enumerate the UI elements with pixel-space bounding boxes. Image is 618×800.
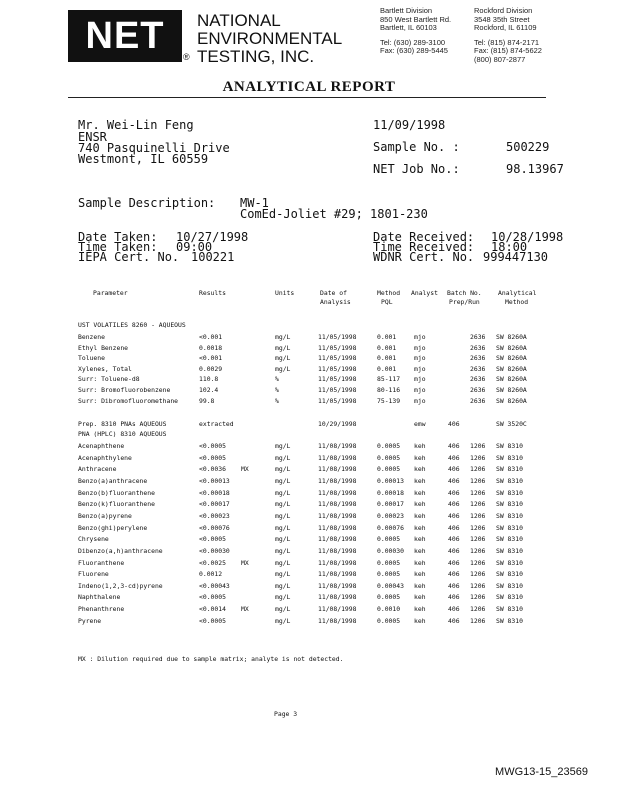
table-row <box>0 454 618 466</box>
result-cell: <0.0025 <box>199 558 226 567</box>
run-cell: 1206 <box>470 453 486 462</box>
pql-cell: 0.001 <box>377 364 397 373</box>
job-no-value: 98.13967 <box>506 162 564 176</box>
run-cell: 2636 <box>470 396 486 405</box>
method-cell: SW 8310 <box>496 581 523 590</box>
table-row <box>0 512 618 524</box>
run-cell: 2636 <box>470 375 486 384</box>
units-cell: mg/L <box>275 442 291 450</box>
parameter-cell: Benzene <box>78 333 105 341</box>
division-line: Tel: (630) 289-3100 <box>380 37 446 47</box>
page-number: Page 3 <box>274 710 298 718</box>
table-row <box>0 500 618 512</box>
date-cell: 11/08/1998 <box>318 465 357 474</box>
units-cell: mg/L <box>275 465 291 474</box>
result-cell: <0.00043 <box>199 581 230 590</box>
units-cell: mg/L <box>275 546 291 555</box>
pql-cell: 85-117 <box>377 375 401 384</box>
result-cell: 0.0029 <box>199 364 223 373</box>
prep-cell: 406 <box>448 523 460 532</box>
prep-batch: 406 <box>448 420 460 428</box>
units-cell: mg/L <box>275 476 291 485</box>
pql-cell: 0.0005 <box>377 593 401 602</box>
header-units: Units <box>275 289 295 297</box>
run-cell: 1206 <box>470 570 486 579</box>
prep-cell: 406 <box>448 581 460 590</box>
pql-cell: 80-116 <box>377 386 401 394</box>
client-city: Westmont, IL 60559 <box>78 152 209 166</box>
parameter-cell: Fluoranthene <box>78 558 125 567</box>
pql-cell: 0.00030 <box>377 546 404 555</box>
parameter-cell: Naphthalene <box>78 593 121 602</box>
header-date-of: Date of <box>320 289 347 297</box>
analyst-cell: keh <box>414 523 426 532</box>
document-id: MWG13-15_23569 <box>495 766 588 778</box>
date-cell: 11/05/1998 <box>318 375 357 384</box>
units-cell: mg/L <box>275 581 291 590</box>
result-cell: 102.4 <box>199 386 219 394</box>
units-cell: mg/L <box>275 593 291 602</box>
parameter-cell: Surr: Bromofluorobenzene <box>78 386 171 394</box>
division-line: 850 West Bartlett Rd. <box>380 14 452 24</box>
division-line: 3548 35th Street <box>474 14 530 24</box>
prep-cell: 406 <box>448 488 460 497</box>
company-line: TESTING, INC. <box>197 47 315 66</box>
division-line: Bartlett, IL 60103 <box>380 23 437 32</box>
prep-method: SW 3520C <box>496 420 527 428</box>
analyst-cell: mjo <box>414 375 426 384</box>
table-row <box>0 593 618 605</box>
pql-cell: 0.0005 <box>377 616 401 625</box>
analyst-cell: keh <box>414 593 426 602</box>
date-cell: 11/08/1998 <box>318 581 357 590</box>
method-cell: SW 8310 <box>496 442 523 450</box>
analyst-cell: keh <box>414 558 426 567</box>
method-cell: SW 8260A <box>496 333 527 341</box>
prep-cell: 406 <box>448 535 460 544</box>
table-row <box>0 617 618 629</box>
date-cell: 11/08/1998 <box>318 593 357 602</box>
table-row <box>0 344 618 355</box>
section-ust-volatiles: UST VOLATILES 8260 - AQUEOUS <box>78 321 186 329</box>
parameter-cell: Indeno(1,2,3-cd)pyrene <box>78 581 163 590</box>
result-cell: <0.001 <box>199 354 223 363</box>
section-pna-hplc: PNA (HPLC) 8310 AQUEOUS <box>78 430 167 438</box>
analyst-cell: keh <box>414 616 426 625</box>
division-line: (800) 807-2877 <box>474 54 526 64</box>
run-cell: 1206 <box>470 581 486 590</box>
units-cell: % <box>275 386 279 394</box>
units-cell: mg/L <box>275 523 291 532</box>
run-cell: 2636 <box>470 343 486 352</box>
table-row <box>0 524 618 536</box>
company-name <box>197 12 342 66</box>
analyst-cell: keh <box>414 535 426 544</box>
method-cell: SW 8310 <box>496 546 523 555</box>
analyst-cell: mjo <box>414 343 426 352</box>
units-cell: mg/L <box>275 616 291 625</box>
analyst-cell: mjo <box>414 396 426 405</box>
sample-description-1: MW-1 <box>240 196 269 210</box>
table-row <box>0 477 618 489</box>
header-batch-no: Batch No. <box>447 289 482 297</box>
analyst-cell: keh <box>414 488 426 497</box>
flag-cell: MX <box>241 605 249 614</box>
table-row <box>0 535 618 547</box>
sample-description-2: ComEd-Joliet #29; 1801-230 <box>240 207 428 221</box>
analyst-cell: keh <box>414 500 426 509</box>
analyst-cell: keh <box>414 465 426 474</box>
run-cell: 1206 <box>470 523 486 532</box>
result-cell: <0.0005 <box>199 442 226 450</box>
result-cell: <0.00076 <box>199 523 230 532</box>
net-logo: NET <box>68 10 182 62</box>
date-cell: 11/05/1998 <box>318 396 357 405</box>
method-cell: SW 8310 <box>496 453 523 462</box>
analyst-cell: keh <box>414 570 426 579</box>
table-row <box>0 582 618 594</box>
prep-result: extracted <box>199 420 234 428</box>
result-cell: <0.001 <box>199 333 223 341</box>
analyst-cell: keh <box>414 605 426 614</box>
result-cell: <0.0005 <box>199 593 226 602</box>
result-cell: 110.8 <box>199 375 219 384</box>
units-cell: mg/L <box>275 570 291 579</box>
date-cell: 11/05/1998 <box>318 386 357 394</box>
method-cell: SW 8310 <box>496 535 523 544</box>
run-cell: 2636 <box>470 386 486 394</box>
analyst-cell: mjo <box>414 364 426 373</box>
run-cell: 1206 <box>470 605 486 614</box>
rockford-division-block <box>474 7 542 64</box>
run-cell: 1206 <box>470 488 486 497</box>
analyst-cell: keh <box>414 546 426 555</box>
pql-cell: 0.0005 <box>377 558 401 567</box>
division-line: Tel: (815) 874-2171 <box>474 37 540 47</box>
prep-cell: 406 <box>448 442 460 450</box>
parameter-cell: Xylenes, Total <box>78 364 132 373</box>
result-cell: <0.0014 <box>199 605 226 614</box>
run-cell: 1206 <box>470 546 486 555</box>
date-cell: 11/08/1998 <box>318 442 357 450</box>
job-no-label: NET Job No.: <box>373 162 460 176</box>
units-cell: mg/L <box>275 333 291 341</box>
header-analytical: Analytical <box>498 289 537 297</box>
sample-no-label: Sample No. : <box>373 140 460 154</box>
method-cell: SW 8310 <box>496 500 523 509</box>
division-name: Bartlett Division <box>380 6 433 15</box>
title-rule <box>68 97 546 98</box>
units-cell: mg/L <box>275 364 291 373</box>
units-cell: mg/L <box>275 605 291 614</box>
wdnr-cert-value: 999447130 <box>483 250 549 264</box>
time-received-value: 18:00 <box>491 240 528 254</box>
run-cell: 1206 <box>470 465 486 474</box>
date-cell: 11/08/1998 <box>318 535 357 544</box>
run-cell: 2636 <box>470 354 486 363</box>
table-row <box>0 547 618 559</box>
method-cell: SW 8260A <box>496 396 527 405</box>
report-title: ANALYTICAL REPORT <box>222 79 396 95</box>
flag-cell: MX <box>241 465 249 474</box>
report-date: 11/09/1998 <box>373 118 446 132</box>
flag-cell: MX <box>241 558 249 567</box>
pql-cell: 0.0005 <box>377 453 401 462</box>
result-cell: <0.0005 <box>199 453 226 462</box>
result-cell: <0.00018 <box>199 488 230 497</box>
method-cell: SW 8310 <box>496 570 523 579</box>
result-cell: 0.0018 <box>199 343 223 352</box>
date-cell: 11/08/1998 <box>318 476 357 485</box>
parameter-cell: Ethyl Benzene <box>78 343 129 352</box>
prep-cell: 406 <box>448 546 460 555</box>
result-cell: <0.0005 <box>199 535 226 544</box>
parameter-cell: Benzo(b)fluoranthene <box>78 488 155 497</box>
units-cell: mg/L <box>275 558 291 567</box>
date-received-label: Date Received: <box>373 230 475 244</box>
parameter-cell: Chrysene <box>78 535 109 544</box>
pql-cell: 75-139 <box>377 396 401 405</box>
run-cell: 1206 <box>470 558 486 567</box>
date-cell: 11/08/1998 <box>318 453 357 462</box>
parameter-cell: Benzo(ghi)perylene <box>78 523 148 532</box>
header-analysis: Analysis <box>320 298 351 306</box>
method-cell: SW 8310 <box>496 558 523 567</box>
analyst-cell: keh <box>414 453 426 462</box>
method-cell: SW 8260A <box>496 386 527 394</box>
parameter-cell: Acenaphthylene <box>78 453 132 462</box>
analyst-cell: keh <box>414 442 426 450</box>
pql-cell: 0.00076 <box>377 523 404 532</box>
date-cell: 11/05/1998 <box>318 364 357 373</box>
header-parameter: Parameter <box>93 289 128 297</box>
pql-cell: 0.0005 <box>377 570 401 579</box>
registered-mark: ® <box>183 52 190 62</box>
units-cell: mg/L <box>275 488 291 497</box>
prep-date: 10/29/1998 <box>318 420 357 428</box>
company-line: NATIONAL <box>197 11 281 30</box>
client-street: 740 Pasquinelli Drive <box>78 141 230 155</box>
analyst-cell: keh <box>414 476 426 485</box>
result-cell: 99.8 <box>199 396 215 405</box>
date-cell: 11/08/1998 <box>318 558 357 567</box>
table-row <box>0 386 618 397</box>
date-taken-label: Date Taken: <box>78 230 158 244</box>
date-cell: 11/08/1998 <box>318 605 357 614</box>
date-cell: 11/05/1998 <box>318 343 357 352</box>
sample-description-label: Sample Description: <box>78 196 216 210</box>
run-cell: 1206 <box>470 511 486 520</box>
date-cell: 11/08/1998 <box>318 488 357 497</box>
parameter-cell: Benzo(a)pyrene <box>78 511 132 520</box>
parameter-cell: Benzo(a)anthracene <box>78 476 148 485</box>
method-cell: SW 8310 <box>496 523 523 532</box>
table-row <box>0 354 618 365</box>
prep-cell: 406 <box>448 605 460 614</box>
analyst-cell: mjo <box>414 333 426 341</box>
parameter-cell: Benzo(k)fluoranthene <box>78 500 155 509</box>
prep-cell: 406 <box>448 465 460 474</box>
company-line: ENVIRONMENTAL <box>197 29 343 48</box>
method-cell: SW 8310 <box>496 605 523 614</box>
division-name: Rockford Division <box>474 6 533 15</box>
result-cell: <0.00013 <box>199 476 230 485</box>
analyst-cell: keh <box>414 581 426 590</box>
date-cell: 11/08/1998 <box>318 511 357 520</box>
iepa-cert-label: IEPA Cert. No. <box>78 250 180 264</box>
run-cell: 1206 <box>470 616 486 625</box>
date-cell: 11/05/1998 <box>318 333 357 341</box>
pql-cell: 0.0005 <box>377 465 401 474</box>
prep-row <box>0 420 618 430</box>
date-cell: 11/08/1998 <box>318 616 357 625</box>
wdnr-cert-label: WDNR Cert. No. <box>373 250 475 264</box>
prep-cell: 406 <box>448 476 460 485</box>
units-cell: mg/L <box>275 500 291 509</box>
header-prep-run: Prep/Run <box>449 298 480 306</box>
units-cell: % <box>275 396 279 405</box>
prep-parameter: Prep. 8310 PNAs AQUEOUS <box>78 420 167 428</box>
run-cell: 1206 <box>470 593 486 602</box>
header-analyst: Analyst <box>411 289 438 297</box>
pql-cell: 0.00017 <box>377 500 404 509</box>
method-cell: SW 8310 <box>496 511 523 520</box>
parameter-cell: Acenaphthene <box>78 442 125 450</box>
table-row <box>0 489 618 501</box>
time-received-label: Time Received: <box>373 240 475 254</box>
table-row <box>0 442 618 454</box>
result-cell: <0.0036 <box>199 465 226 474</box>
table-row <box>0 365 618 376</box>
division-line: Rockford, IL 61109 <box>474 23 537 32</box>
result-cell: <0.0005 <box>199 616 226 625</box>
pql-cell: 0.001 <box>377 354 397 363</box>
run-cell: 1206 <box>470 476 486 485</box>
table-row <box>0 375 618 386</box>
header-results: Results <box>199 289 226 297</box>
units-cell: mg/L <box>275 535 291 544</box>
units-cell: % <box>275 375 279 384</box>
date-cell: 11/08/1998 <box>318 570 357 579</box>
table-row <box>0 397 618 408</box>
division-line: Fax: (630) 289-5445 <box>380 46 448 55</box>
date-taken-value: 10/27/1998 <box>176 230 249 244</box>
result-cell: <0.00030 <box>199 546 230 555</box>
prep-cell: 406 <box>448 570 460 579</box>
prep-cell: 406 <box>448 616 460 625</box>
bartlett-division-block <box>380 7 451 56</box>
analyst-cell: keh <box>414 511 426 520</box>
prep-cell: 406 <box>448 500 460 509</box>
units-cell: mg/L <box>275 354 291 363</box>
header-analytical-method: Method <box>505 298 529 306</box>
time-taken-value: 09:00 <box>176 240 213 254</box>
division-line: Fax: (815) 874-5622 <box>474 46 542 55</box>
pql-cell: 0.00043 <box>377 581 404 590</box>
time-taken-label: Time Taken: <box>78 240 158 254</box>
parameter-cell: Surr: Dibromofluoromethane <box>78 396 179 405</box>
run-cell: 1206 <box>470 500 486 509</box>
result-cell: <0.00017 <box>199 500 230 509</box>
table-row <box>0 333 618 344</box>
run-cell: 1206 <box>470 535 486 544</box>
parameter-cell: Dibenzo(a,h)anthracene <box>78 546 163 555</box>
prep-cell: 406 <box>448 558 460 567</box>
method-cell: SW 8310 <box>496 593 523 602</box>
pql-cell: 0.001 <box>377 333 397 341</box>
run-cell: 2636 <box>470 333 486 341</box>
table-row <box>0 559 618 571</box>
parameter-cell: Fluorene <box>78 570 109 579</box>
method-cell: SW 8310 <box>496 616 523 625</box>
pql-cell: 0.0010 <box>377 605 401 614</box>
iepa-cert-value: 100221 <box>191 250 235 264</box>
date-received-value: 10/28/1998 <box>491 230 564 244</box>
method-cell: SW 8260A <box>496 354 527 363</box>
units-cell: mg/L <box>275 343 291 352</box>
analyst-cell: mjo <box>414 386 426 394</box>
pql-cell: 0.00023 <box>377 511 404 520</box>
method-cell: SW 8260A <box>496 375 527 384</box>
units-cell: mg/L <box>275 511 291 520</box>
parameter-cell: Surr: Toluene-d8 <box>78 375 140 384</box>
pql-cell: 0.0005 <box>377 535 401 544</box>
result-cell: <0.00023 <box>199 511 230 520</box>
header-pql: PQL <box>381 298 393 306</box>
parameter-cell: Toluene <box>78 354 105 363</box>
method-cell: SW 8260A <box>496 364 527 373</box>
pql-cell: 0.0005 <box>377 442 401 450</box>
pql-cell: 0.00018 <box>377 488 404 497</box>
run-cell: 2636 <box>470 364 486 373</box>
table-row <box>0 465 618 477</box>
client-org: ENSR <box>78 130 107 144</box>
date-cell: 11/05/1998 <box>318 354 357 363</box>
table-row <box>0 605 618 617</box>
run-cell: 1206 <box>470 442 486 450</box>
footnote: MX : Dilution required due to sample matrix; analyte is not detected. <box>78 655 344 663</box>
date-cell: 11/08/1998 <box>318 523 357 532</box>
parameter-cell: Anthracene <box>78 465 117 474</box>
sample-no-value: 500229 <box>506 140 550 154</box>
prep-cell: 406 <box>448 511 460 520</box>
units-cell: mg/L <box>275 453 291 462</box>
date-cell: 11/08/1998 <box>318 546 357 555</box>
client-name: Mr. Wei-Lin Feng <box>78 118 194 132</box>
result-cell: 0.0012 <box>199 570 223 579</box>
parameter-cell: Phenanthrene <box>78 605 125 614</box>
date-cell: 11/08/1998 <box>318 500 357 509</box>
method-cell: SW 8310 <box>496 488 523 497</box>
method-cell: SW 8260A <box>496 343 527 352</box>
analyst-cell: mjo <box>414 354 426 363</box>
prep-cell: 406 <box>448 593 460 602</box>
method-cell: SW 8310 <box>496 465 523 474</box>
method-cell: SW 8310 <box>496 476 523 485</box>
prep-analyst: emw <box>414 420 426 428</box>
prep-cell: 406 <box>448 453 460 462</box>
table-row <box>0 570 618 582</box>
pql-cell: 0.00013 <box>377 476 404 485</box>
header-method: Method <box>377 289 401 297</box>
parameter-cell: Pyrene <box>78 616 102 625</box>
pql-cell: 0.001 <box>377 343 397 352</box>
